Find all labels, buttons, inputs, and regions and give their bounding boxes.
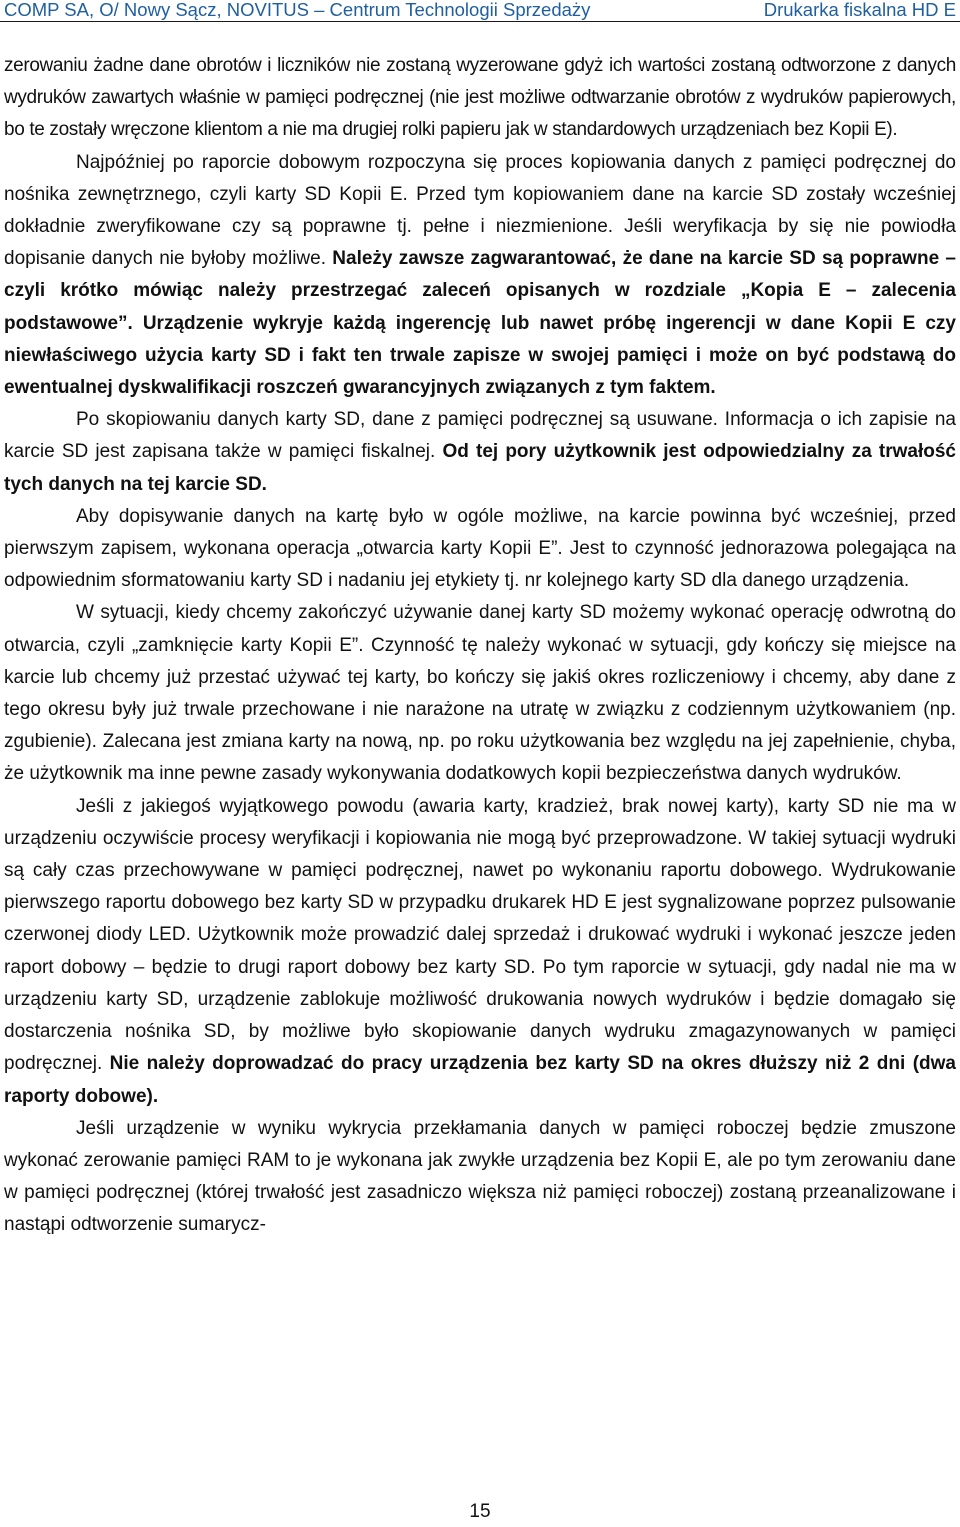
page-header xyxy=(0,0,960,22)
paragraph-6 xyxy=(4,791,956,1113)
paragraph-2-text: Najpóźniej po raporcie dobowym rozpoczyna się proces kopiowania danych z pamięci podręcznej do nośnika zewnętrznego, czyli karty SD Kopii E. Przed tym kopiowaniem dane na karcie SD zostały wcześniej dokładnie zweryfikowane czy są poprawne tj. pełne i niezmienione. Jeśli weryfikacja by się nie powiodła dopisanie danych nie byłoby możliwe. xyxy=(4,151,956,270)
paragraph-4-text: Aby dopisywanie danych na kartę było w ogóle możliwe, na karcie powinna być wcześniej, przed pierwszym zapisem, wykonana operacja „otwarcia karty Kopii E”. Jest to czynność jednorazowa polegająca na odpowiednim sformatowaniu karty SD i nadaniu jej etykiety tj. nr kolejnego karty SD dla danego urządzenia. xyxy=(4,505,956,592)
paragraph-7 xyxy=(4,1113,956,1242)
paragraph-7-text: Jeśli urządzenie w wyniku wykrycia przekłamania danych w pamięci roboczej będzie zmuszone wykonać zerowanie pamięci RAM to je wykonana jak zwykłe urządzenia bez Kopii E, ale po tym zerowaniu dane w pamięci podręcznej (której trwałość jest zasadniczo większa niż pamięci roboczej) zostaną przeanalizowane i nastąpi odtworzenie sumarycz- xyxy=(4,1117,956,1236)
paragraph-5 xyxy=(4,597,956,790)
paragraph-5-text: W sytuacji, kiedy chcemy zakończyć używanie danej karty SD możemy wykonać operację odwrotną do otwarcia, czyli „zamknięcie karty Kopii E”. Czynność tę należy wykonać w sytuacji, gdy kończy się miejsce na karcie lub chcemy już przestać używać tej karty, bo kończy się jakiś okres rozliczeniowy i chcemy, aby dane z tego okresu były już trwale przechowane i nie narażone na utratę w związku z codziennym użytkowaniem (np. zgubienie). Zalecana jest zmiana karty na nową, np. po roku użytkowania bez względu na jej zapełnienie, chyba, że użytkownik ma inne pewne zasady wykonywania dodatkowych kopii bezpieczeństwa danych wydruków. xyxy=(4,602,956,785)
paragraph-3-bold-text: Od tej pory użytkownik jest odpowiedzialny za trwałość tych danych na tej karcie SD. xyxy=(4,441,956,495)
paragraph-2-bold-text: Należy zawsze zagwarantować, że dane na karcie SD są poprawne – czyli krótko mówiąc należy przestrzegać zaleceń opisanych w rozdziale „Kopia E – zalecenia podstawowe”. Urządzenie wykryje każdą ingerencję lub nawet próbę ingerencji w dane Kopii E czy niewłaściwego użycia karty SD i fakt ten trwale zapisze w swojej pamięci i może on być podstawą do ewentualnej dyskwalifikacji roszczeń gwarancyjnych związanych z tym faktem. xyxy=(4,248,956,399)
paragraph-6-text: Jeśli z jakiegoś wyjątkowego powodu (awaria karty, kradzież, brak nowej karty), karty SD nie ma w urządzeniu oczywiście procesy weryfikacji i kopiowania nie mogą być przeprowadzone. W takiej sytuacji wydruki są cały czas przechowywane w pamięci podręcznej, nawet po wykonaniu raportu dobowego. Wydrukowanie pierwszego raportu dobowego bez karty SD w przypadku drukarek HD E jest sygnalizowane poprzez pulsowanie czerwonej diody LED. Użytkownik może prowadzić dalej sprzedaż i drukować wydruki i wykonać jeszcze jeden raport dobowy – będzie to drugi raport dobowy bez karty SD. Po tym raporcie w sytuacji, gdy nadal nie ma w urządzeniu karty SD, urządzenie zablokuje możliwość drukowania nowych wydruków i będzie domagało się dostarczenia nośnika SD, by możliwe było skopiowanie danych wydruku zmagazynowanych w pamięci podręcznej. xyxy=(4,795,956,1075)
paragraph-6-bold-text: Nie należy doprowadzać do pracy urządzenia bez karty SD na okres dłuższy niż 2 dni (dwa raporty dobowe). xyxy=(4,1053,956,1107)
paragraph-1 xyxy=(4,50,956,147)
paragraph-3-text: Po skopiowaniu danych karty SD, dane z pamięci podręcznej są usuwane. Informacja o ich zapisie na karcie SD jest zapisana także w pamięci fiskalnej. xyxy=(4,409,956,463)
paragraph-1-text: zerowaniu żadne dane obrotów i liczników nie zostaną wyzerowane gdyż ich wartości zostaną odtworzone z danych wydruków zawartych właśnie w pamięci podręcznej (nie jest możliwe odtwarzanie obrotów z wydruków papierowych, bo te zostały wręczone klientom a nie ma drugiej rolki papieru jak w standardowych urządzeniach bez Kopii E). xyxy=(4,55,956,141)
paragraph-2 xyxy=(4,147,956,405)
page-number: 15 xyxy=(469,1501,491,1522)
document-body xyxy=(4,50,956,1242)
page-footer xyxy=(0,1500,960,1524)
paragraph-4 xyxy=(4,501,956,598)
paragraph-3 xyxy=(4,404,956,501)
header-right-text: Drukarka fiskalna HD E xyxy=(763,0,956,20)
header-left-text: COMP SA, O/ Nowy Sącz, NOVITUS – Centrum Technologii Sprzedaży xyxy=(4,0,591,20)
